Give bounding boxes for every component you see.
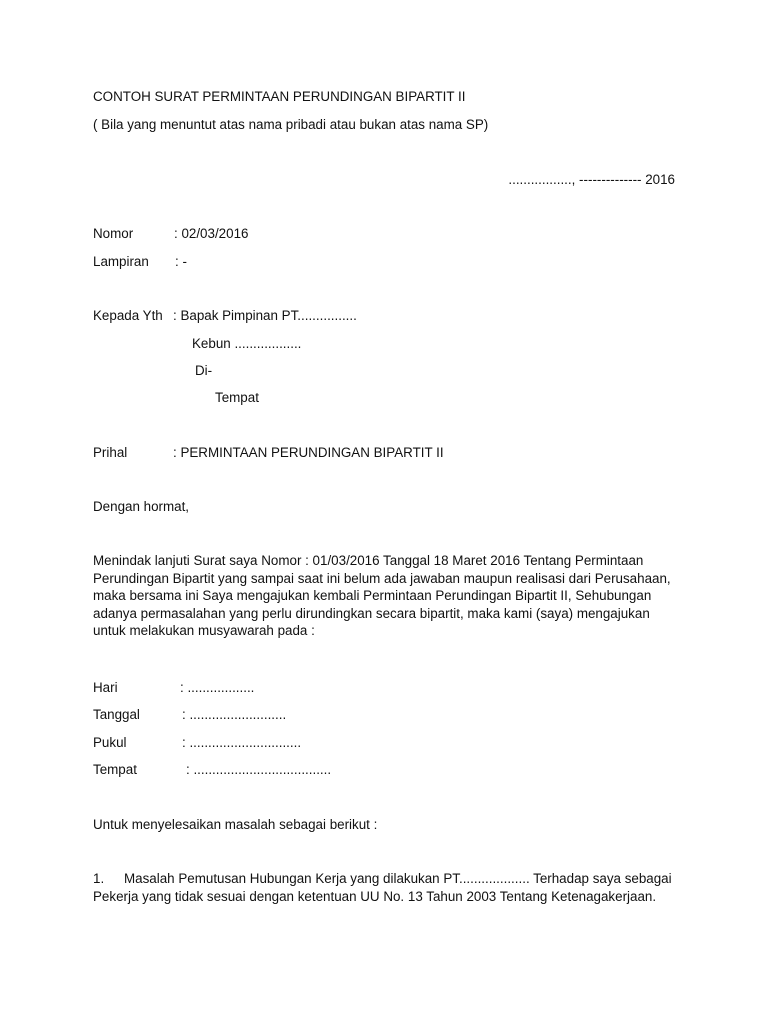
lampiran-value: : - [175,254,187,269]
pukul-label: Pukul [93,735,127,750]
kepada-label: Kepada Yth [93,308,163,323]
nomor-label: Nomor [93,226,134,241]
item1-line1: Masalah Pemutusan Hubungan Kerja yang dilakukan PT................... Terhadap saya sebagai [124,871,672,886]
prihal-value: : PERMINTAAN PERUNDINGAN BIPARTIT II [173,445,444,460]
prihal-label: Prihal [93,445,128,460]
list-intro: Untuk menyelesaikan masalah sebagai berikut : [93,817,378,832]
pukul-value: : .............................. [182,735,302,750]
body-paragraph: Menindak lanjuti Surat saya Nomor : 01/03/2016 Tanggal 18 Maret 2016 Tentang Permintaan Perundingan Bipartit yang sampai saat ini belum ada jawaban maupun realisasi dari Perusahaan, maka bersama ini Saya mengajukan kembali Permintaan Perundingan Bipartit II, Sehubungan adanya permasalahan yang perlu dirundingkan secara bipartit, maka kami (saya) mengajukan untuk melakukan musyawarah pada : [93,553,671,638]
document-subtitle: ( Bila yang menuntut atas nama pribadi atau bukan atas nama SP) [93,117,489,132]
hari-value: : .................. [180,680,255,695]
lampiran-label: Lampiran [93,254,149,269]
nomor-value: : 02/03/2016 [174,226,249,241]
kepada-value: : Bapak Pimpinan PT................ [173,308,357,323]
hari-label: Hari [93,680,118,695]
item1-line2: Pekerja yang tidak sesuai dengan ketentuan UU No. 13 Tahun 2003 Tentang Ketenagakerjaan. [93,889,657,904]
kepada-di: Di- [195,363,213,378]
date-line: ................., -------------- 2016 [508,172,675,187]
tanggal-value: : .......................... [182,707,287,722]
tanggal-label: Tanggal [93,707,140,722]
tempat-value: : ..................................... [186,762,332,777]
item1-number: 1. [93,871,105,886]
document-title: CONTOH SURAT PERMINTAAN PERUNDINGAN BIPARTIT II [93,89,466,104]
kepada-kebun: Kebun .................. [192,336,302,351]
tempat-label: Tempat [93,762,137,777]
salutation: Dengan hormat, [93,499,190,514]
kepada-tempat: Tempat [215,390,259,405]
